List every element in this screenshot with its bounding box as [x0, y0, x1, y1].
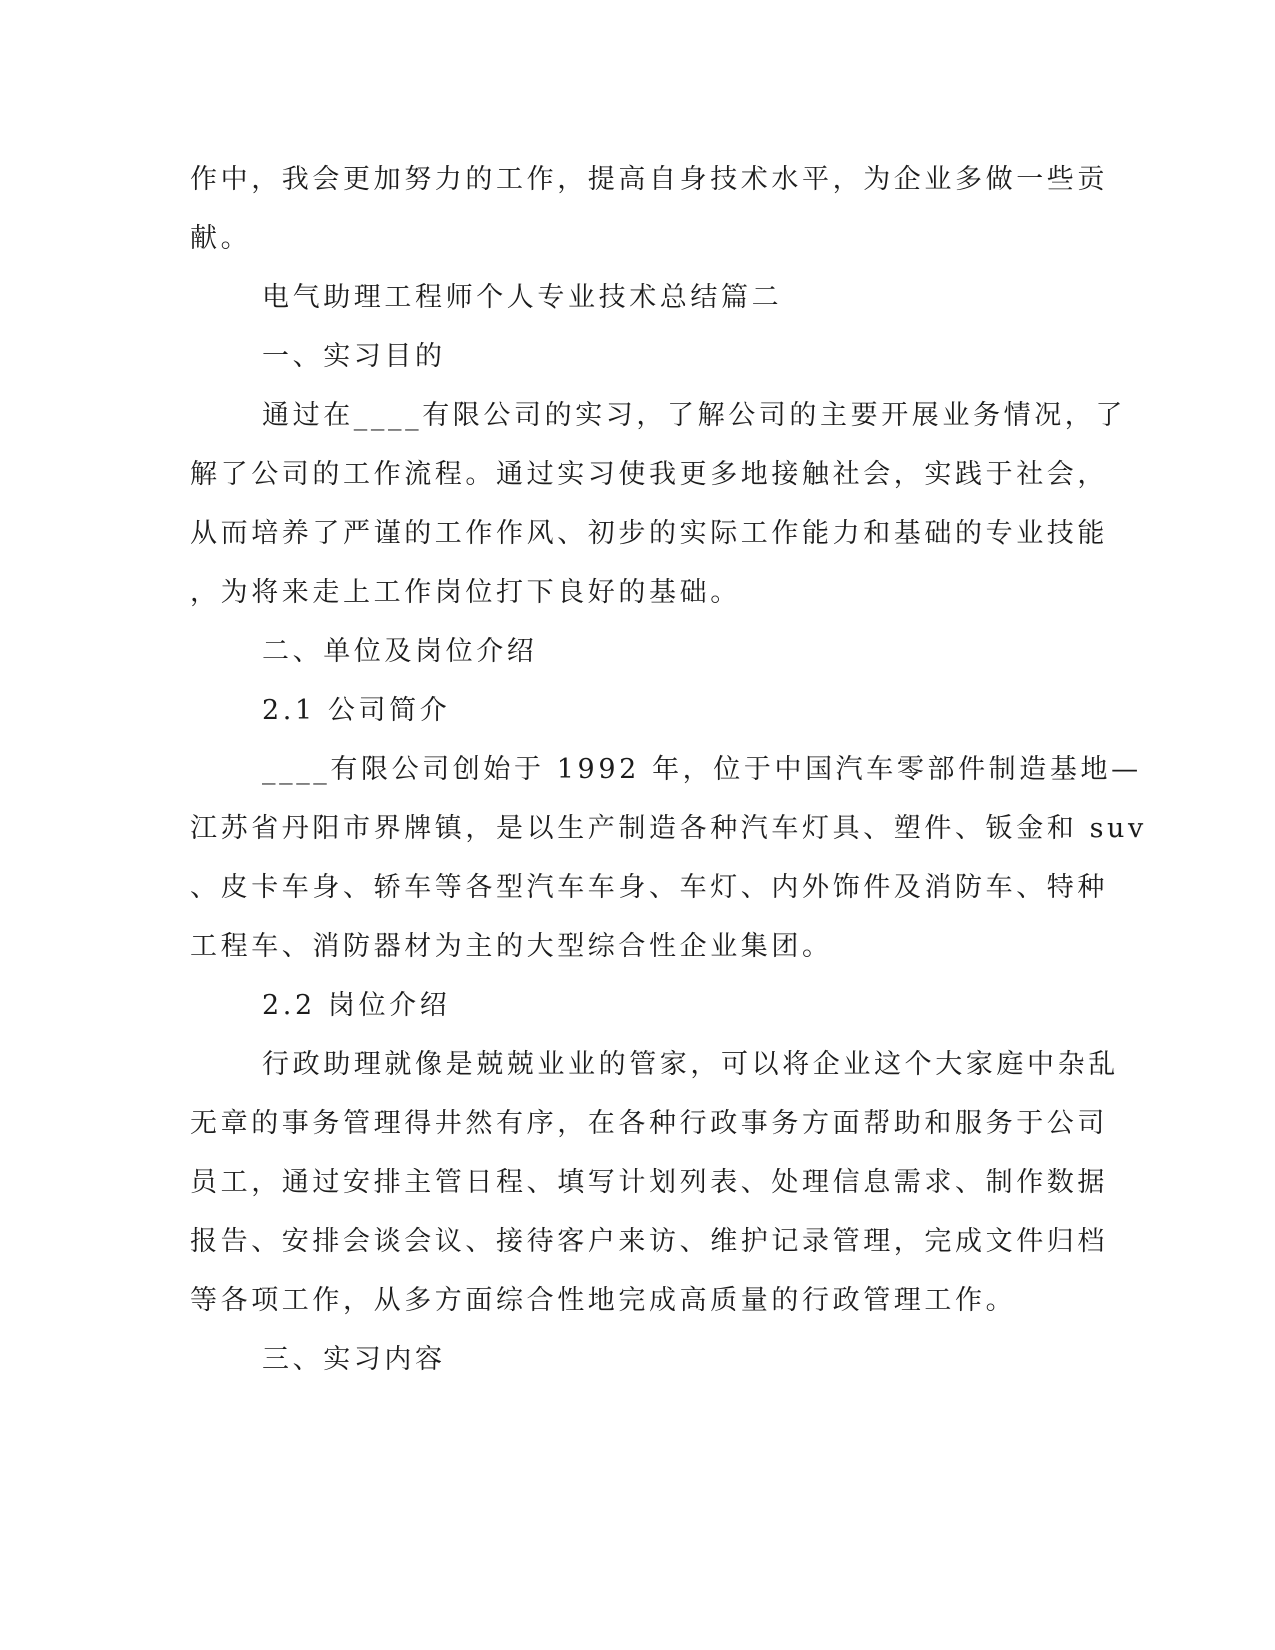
- text-line: 、皮卡车身、轿车等各型汽车车身、车灯、内外饰件及消防车、特种: [190, 872, 1108, 903]
- text-line: 江苏省丹阳市界牌镇，是以生产制造各种汽车灯具、塑件、钣金和 suv: [190, 813, 1147, 844]
- section-heading: 一、实习目的: [262, 341, 446, 372]
- text-line: 作中，我会更加努力的工作，提高自身技术水平，为企业多做一些贡: [190, 164, 1108, 195]
- text-line: 工程车、消防器材为主的大型综合性企业集团。: [190, 931, 833, 962]
- text-line: 无章的事务管理得井然有序，在各种行政事务方面帮助和服务于公司: [190, 1108, 1108, 1139]
- text-line: 献。: [190, 223, 252, 254]
- text-line: 从而培养了严谨的工作作风、初步的实际工作能力和基础的专业技能: [190, 518, 1108, 549]
- section-heading: 三、实习内容: [262, 1344, 446, 1375]
- text-line: 员工，通过安排主管日程、填写计划列表、处理信息需求、制作数据: [190, 1167, 1108, 1198]
- text-line: 报告、安排会谈会议、接待客户来访、维护记录管理，完成文件归档: [190, 1226, 1108, 1257]
- text-line: 行政助理就像是兢兢业业的管家，可以将企业这个大家庭中杂乱: [262, 1049, 1119, 1080]
- section-heading: 二、单位及岗位介绍: [262, 636, 538, 667]
- text-line: 解了公司的工作流程。通过实习使我更多地接触社会，实践于社会，: [190, 459, 1108, 490]
- text-line: ____有限公司创始于 1992 年，位于中国汽车零部件制造基地—: [262, 754, 1142, 785]
- subsection-heading: 2.1 公司简介: [262, 695, 451, 726]
- text-line: ，为将来走上工作岗位打下良好的基础。: [190, 577, 741, 608]
- text-line: 等各项工作，从多方面综合性地完成高质量的行政管理工作。: [190, 1285, 1017, 1316]
- subsection-heading: 2.2 岗位介绍: [262, 990, 451, 1021]
- text-line: 通过在____有限公司的实习，了解公司的主要开展业务情况，了: [262, 400, 1126, 431]
- section-title: 电气助理工程师个人专业技术总结篇二: [262, 282, 783, 313]
